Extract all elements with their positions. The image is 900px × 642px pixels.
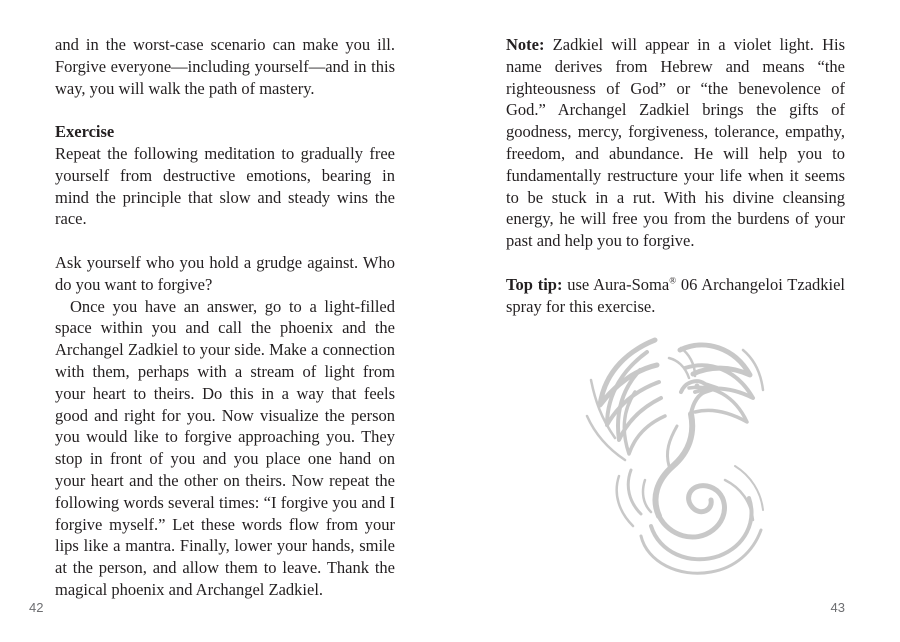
note-paragraph: [506, 34, 845, 252]
exercise-heading: Exercise: [55, 122, 115, 142]
note-text: Zadkiel will appear in a violet light. His name derives from Hebrew and means “the righteousness of God” or “the benevolence of God.” Archangel Zadkiel brings the gifts of goodness, mercy, forgiveness, tolerance, empathy, freedom, and abundance. He will help you to fundamentally restructure your life when it seems to be stuck in a rut. With his divine cleansing energy, he will free you from the burdens of your past and help you to forgive.: [506, 35, 845, 251]
paragraph-meditation-steps: Once you have an answer, go to a light-filled space within you and call the phoenix and the Archangel Zadkiel to your side. Make a connection with them, perhaps with a stream of light from your heart to theirs. Do this in a way that feels good and right for you. Now visualize the person you would like to forgive approaching you. They stop in front of you and you place one hand on your heart and the other on theirs. Now repeat the following words several times: “I forgive you and I forgive myself.” Let these words flow from your lips like a mantra. Finally, lower your hands, smile at the person, and allow them to leave. Thank the magical phoenix and Archangel Zadkiel.: [55, 296, 395, 599]
paragraph-gap: [506, 252, 845, 274]
top-tip-text-after: 06 Archangeloi Tzadkiel spray for this exercise.: [506, 274, 846, 316]
left-text-column: [55, 34, 395, 601]
phoenix-icon: [585, 330, 765, 578]
paragraph-worst-case: and in the worst-case scenario can make you ill. Forgive everyone—including yourself—and in this way, you will walk the path of mastery.: [55, 35, 395, 98]
top-tip-text-before: use Aura-Soma: [562, 274, 670, 294]
page-number-right: 43: [830, 600, 845, 615]
top-tip-label: Top tip:: [506, 274, 563, 294]
registered-mark: ®: [669, 275, 677, 286]
top-tip-paragraph: [506, 274, 845, 318]
paragraph-gap: [55, 230, 395, 252]
note-label: Note:: [506, 35, 545, 54]
paragraph-grudge-question: Ask yourself who you hold a grudge against. Who do you want to forgive?: [55, 252, 395, 294]
page-number-left: 42: [29, 600, 44, 615]
paragraph-meditation-intro: Repeat the following meditation to gradually free yourself from destructive emotions, bearing in mind the principle that slow and steady wins the race.: [55, 143, 395, 229]
right-page: [450, 0, 900, 642]
right-text-column: [506, 34, 845, 317]
paragraph-gap: [55, 99, 395, 121]
